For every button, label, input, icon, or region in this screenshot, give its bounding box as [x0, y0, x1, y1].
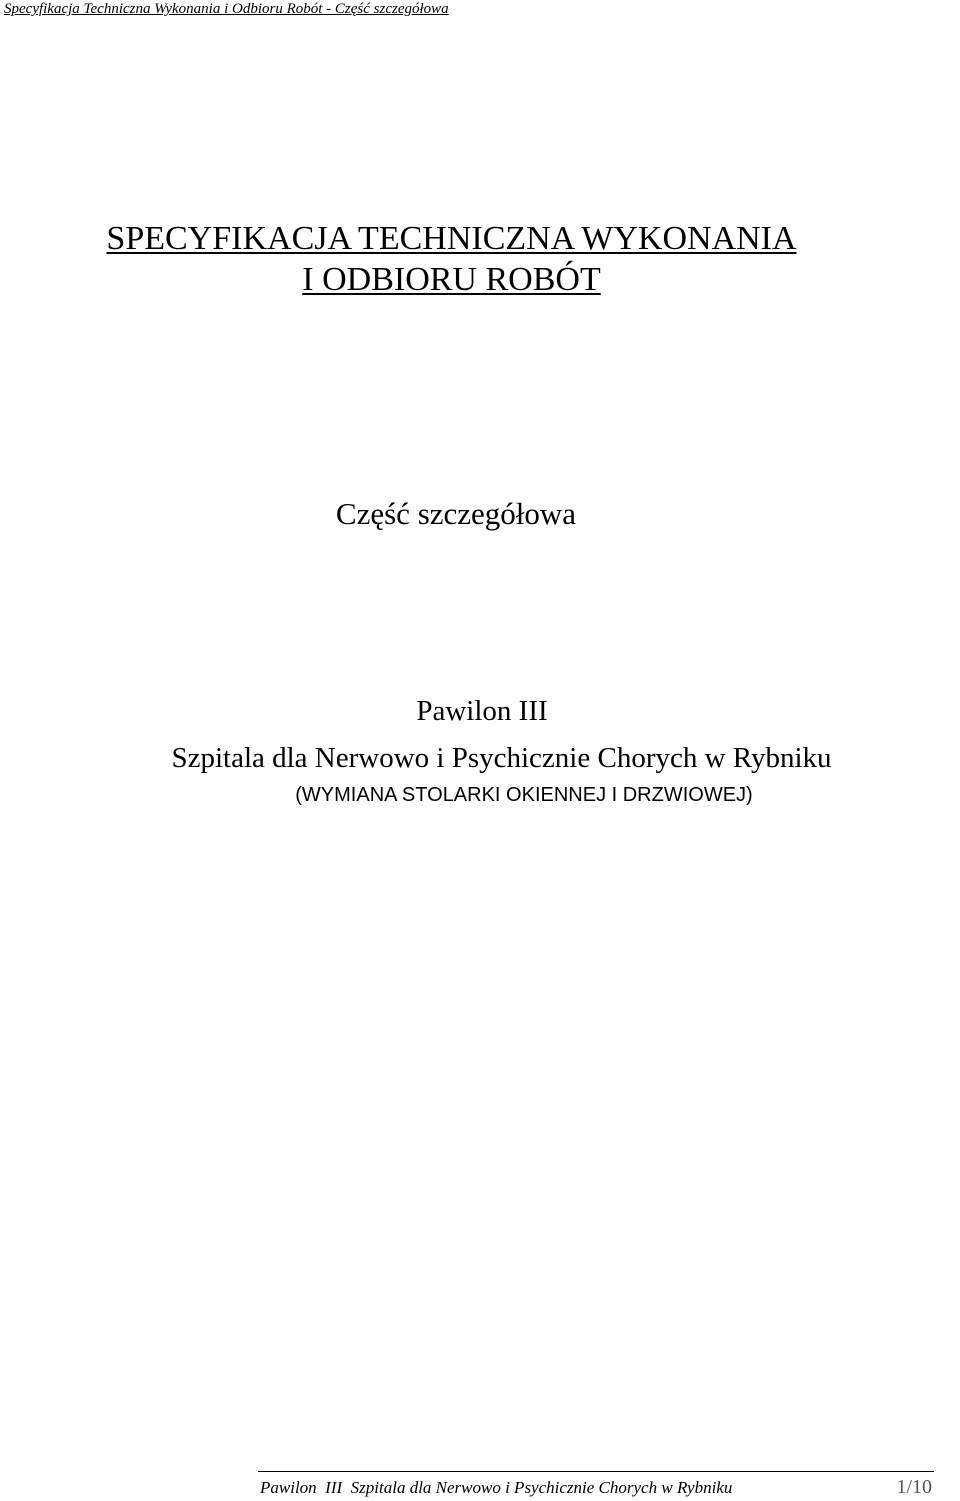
page-number: 1/10 [896, 1476, 932, 1498]
pavilion-name: Pawilon III [416, 695, 548, 727]
document-title [0, 218, 903, 300]
running-header: Specyfikacja Techniczna Wykonania i Odbioru Robót - Część szczegółowa [4, 1, 449, 17]
document-title-line-1: SPECYFIKACJA TECHNICZNA WYKONANIA [106, 220, 797, 257]
hospital-name: Szpitala dla Nerwowo i Psychicznie Chorych w Rybniku [171, 742, 832, 774]
document-title-line-2: I ODBIORU ROBÓT [302, 261, 601, 298]
part-subtitle: Część szczegółowa [335, 496, 577, 531]
footer-text: Pawilon III Szpitala dla Nerwowo i Psychicznie Chorych w Rybniku [260, 1478, 733, 1497]
footer-divider [258, 1471, 934, 1472]
scope-of-work: (WYMIANA STOLARKI OKIENNEJ I DRZWIOWEJ) [295, 784, 753, 806]
